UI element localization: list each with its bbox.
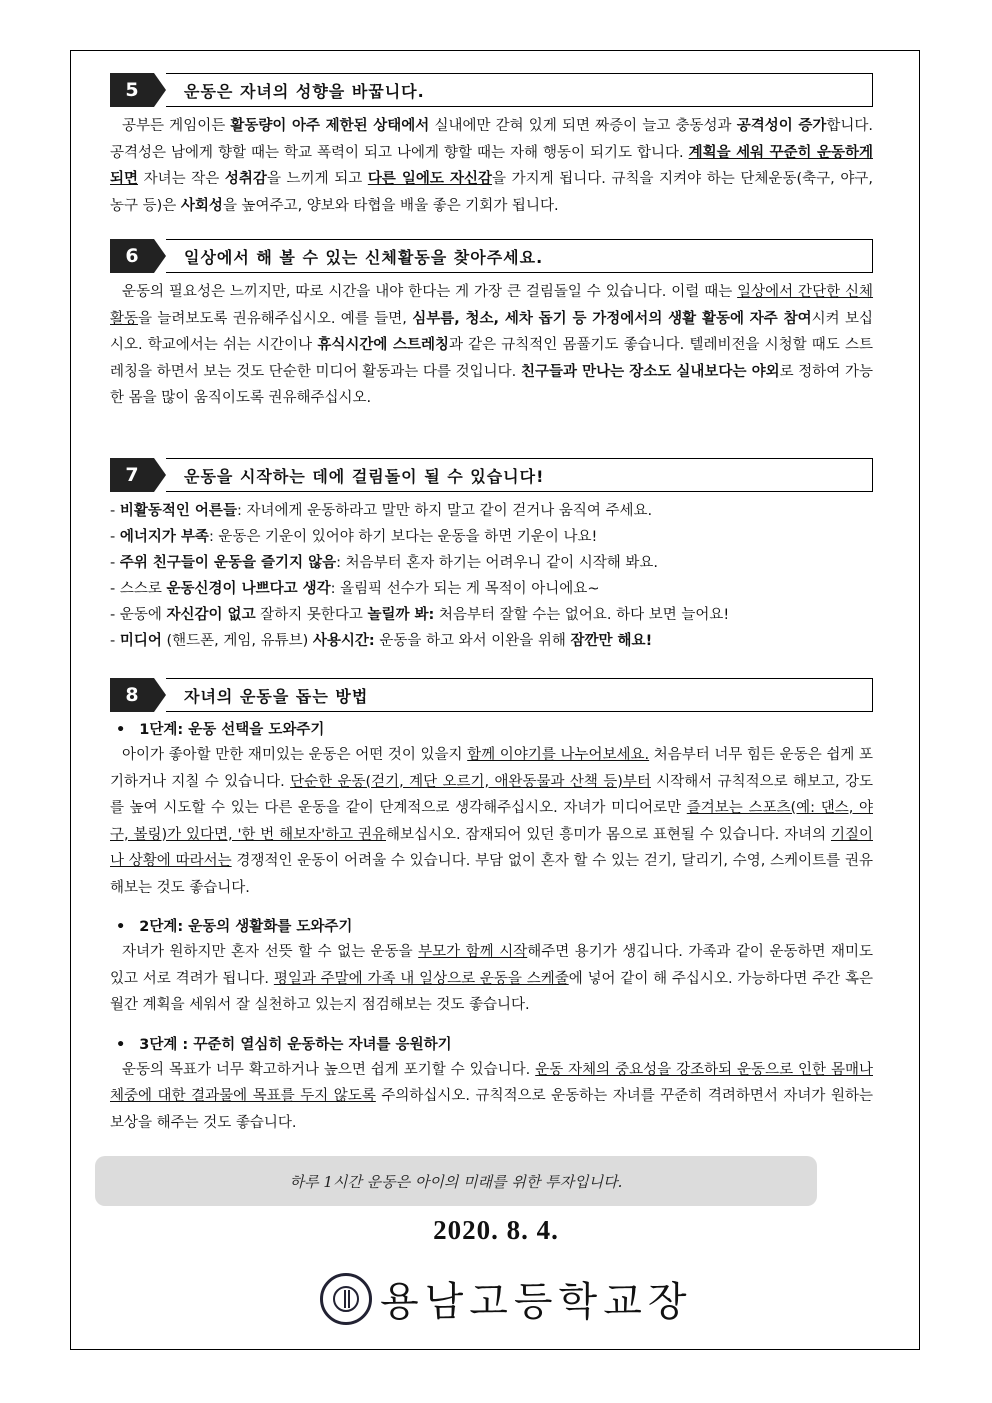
section-6-body: [110, 279, 873, 412]
section-number: 8: [110, 678, 154, 712]
section-title: 운동을 시작하는 데에 걸림돌이 될 수 있습니다!: [166, 458, 873, 492]
bullet-icon: •: [116, 919, 126, 935]
section-5-header: [110, 73, 873, 107]
section-5-body: [110, 113, 873, 219]
text: 로 정하여 가능한 몸을 많이 움직이도록 권유해주십시오.: [110, 363, 874, 406]
text: 과 같은 규칙적인 몸풀기도 좋습니다. 텔레비전을 시청할 때도 스트레칭을 하면서 보는 것도 단순한 미디어 활동과는 다를 것입니다.: [110, 337, 873, 380]
section-title: 운동은 자녀의 성향을 바꿉니다.: [166, 73, 873, 107]
bold-text: 활동량이 아주 제한된 상태에서: [230, 118, 430, 134]
step-1-title: • 1단계: 운동 선택을 도와주기: [116, 722, 325, 738]
section-6: [110, 239, 873, 412]
text: 을 늘려보도록 권유해주십시오. 예를 들면,: [138, 310, 413, 327]
section-number: 6: [110, 239, 154, 273]
section-title: 자녀의 운동을 돕는 방법: [166, 678, 873, 712]
section-7: [110, 458, 873, 654]
issue-date: 2020. 8. 4.: [433, 1215, 559, 1245]
section-6-header: [110, 239, 873, 273]
text: 공부든 게임이든: [122, 118, 231, 134]
bold-text: 공격성이 증가: [736, 118, 827, 134]
step-2-title: • 2단계: 운동의 생활화를 도와주기: [116, 919, 353, 935]
motto-banner: 하루 1시간 운동은 아이의 미래를 위한 투자입니다.: [95, 1156, 817, 1206]
section-number: 7: [110, 458, 154, 492]
list-item: - 주위 친구들이 운동을 즐기지 않음: 처음부터 혼자 하기는 어려우니 같이 시작해 봐요.: [110, 555, 659, 571]
bold-text: 성취감: [224, 171, 267, 187]
school-seal-icon: [320, 1273, 372, 1325]
list-item: - 비활동적인 어른들: 자녀에게 운동하라고 말만 하지 말고 같이 걷거나 움직여 주세요.: [110, 503, 653, 519]
underlined-text: 일상에서 간단한 신체활동: [110, 284, 874, 327]
text: 운동의 필요성은 느끼지만, 따로 시간을 내야 한다는 게 가장 큰 걸림돌일 수 있습니다. 이럴 때는: [122, 284, 738, 300]
section-number: 5: [110, 73, 154, 107]
section-5: [110, 73, 873, 219]
bold-text: 친구들과 만나는 장소도 실내보다는 야외: [520, 363, 780, 380]
list-item: - 미디어 (핸드폰, 게임, 유튜브) 사용시간: 운동을 하고 와서 이완을 위해 잠깐만 해요!: [110, 633, 653, 649]
principal-signature: [320, 1270, 692, 1327]
text: 을 느끼게 되고: [266, 171, 368, 187]
list-item: - 에너지가 부족: 운동은 기운이 있어야 하기 보다는 운동을 하면 기운이 나요!: [110, 529, 598, 545]
section-title: 일상에서 해 볼 수 있는 신체활동을 찾아주세요.: [166, 239, 873, 273]
bold-text: 휴식시간에 스트레칭: [317, 337, 449, 353]
step-1-body: 아이가 좋아할 만한 재미있는 운동은 어떤 것이 있을지 함께 이야기를 나누어보세요. 처음부터 너무 힘든 운동은 쉽게 포기하거나 지칠 수 있습니다. 단순한 운동(걷기, 계단 오르기, 애완동물과 산책 등)부터 시작해서 규칙적으로 해보고, 강도를 높여 시도할 수 있는 다른 운동을 같이 단계적으로 생각해주십시오. 자녀가 미디어로만 즐겨보는 스포츠(예: 댄스, 야구, 볼링)가 있다면, '한 번 해보자'하고 권유해보십시오. 잠재되어 있던 흥미가 몸으로 표현될 수 있습니다. 자녀의 기질이나 상황에 따라서는 경쟁적인 운동이 어려울 수 있습니다. 부담 없이 혼자 할 수 있는 걷기, 달리기, 수영, 스케이트를 권유해보는 것도 좋습니다.: [110, 747, 873, 896]
underlined-text: 계획을 세워 꾸준히 운동하게 되면: [110, 144, 873, 187]
underlined-text: 다른 일에도 자신감: [367, 171, 493, 187]
bold-text: 심부름, 청소, 세차 돕기 등 가정에서의 생활 활동에 자주 참여: [412, 310, 812, 327]
bullet-icon: •: [116, 722, 126, 738]
bold-text: 사회성: [180, 197, 223, 214]
text: 실내에만 갇혀 있게 되면 짜증이 늘고 충동성과: [429, 118, 737, 134]
section-8-header: [110, 678, 873, 712]
bullet-icon: •: [116, 1036, 126, 1053]
list-item: - 스스로 운동신경이 나쁘다고 생각: 올림픽 선수가 되는 게 목적이 아니에요~: [110, 581, 600, 597]
section-8: [110, 678, 873, 1136]
signature-text: 용남고등학교장: [380, 1279, 693, 1325]
obstacle-list: [110, 498, 873, 654]
list-item: - 운동에 자신감이 없고 잘하지 못한다고 놀릴까 봐: 처음부터 잘할 수는 없어요. 하다 보면 늘어요!: [110, 607, 730, 623]
step-3-body: 운동의 목표가 너무 확고하거나 높으면 쉽게 포기할 수 있습니다. 운동 자체의 중요성을 강조하되 운동으로 인한 몸매나 체중에 대한 결과물에 목표를 두지 않도록 주의하십시오. 규칙적으로 운동하는 자녀를 꾸준히 격려하면서 자녀가 원하는 보상을 해주는 것도 좋습니다.: [110, 1061, 873, 1131]
text: 을 가지게 됩니다. 규칙을 지켜야 하는 단체운동(축구, 야구, 농구 등)은: [110, 171, 873, 214]
text: 시켜 보십시오. 학교에서는 쉬는 시간이나: [110, 310, 874, 353]
section-7-header: [110, 458, 873, 492]
step-2-body: 자녀가 원하지만 혼자 선뜻 할 수 없는 운동을 부모가 함께 시작해주면 용기가 생깁니다. 가족과 같이 운동하면 재미도 있고 서로 격려가 됩니다. 평일과 주말에 가족 내 일상으로 운동을 스케줄에 넣어 같이 해 주십시오. 가능하다면 주간 혹은 월간 계획을 세워서 잘 실천하고 있는지 점검해보는 것도 좋습니다.: [110, 944, 873, 1013]
step-3-title: • 3단계 : 꾸준히 열심히 운동하는 자녀를 응원하기: [116, 1036, 452, 1053]
text: 자녀는 작은: [138, 171, 225, 187]
text: 합니다. 공격성은 남에게 향할 때는 학교 폭력이 되고 나에게 향할 때는 자해 행동이 되기도 합니다.: [110, 118, 874, 161]
text: 을 높여주고, 양보와 타협을 배울 좋은 기회가 됩니다.: [222, 197, 559, 214]
